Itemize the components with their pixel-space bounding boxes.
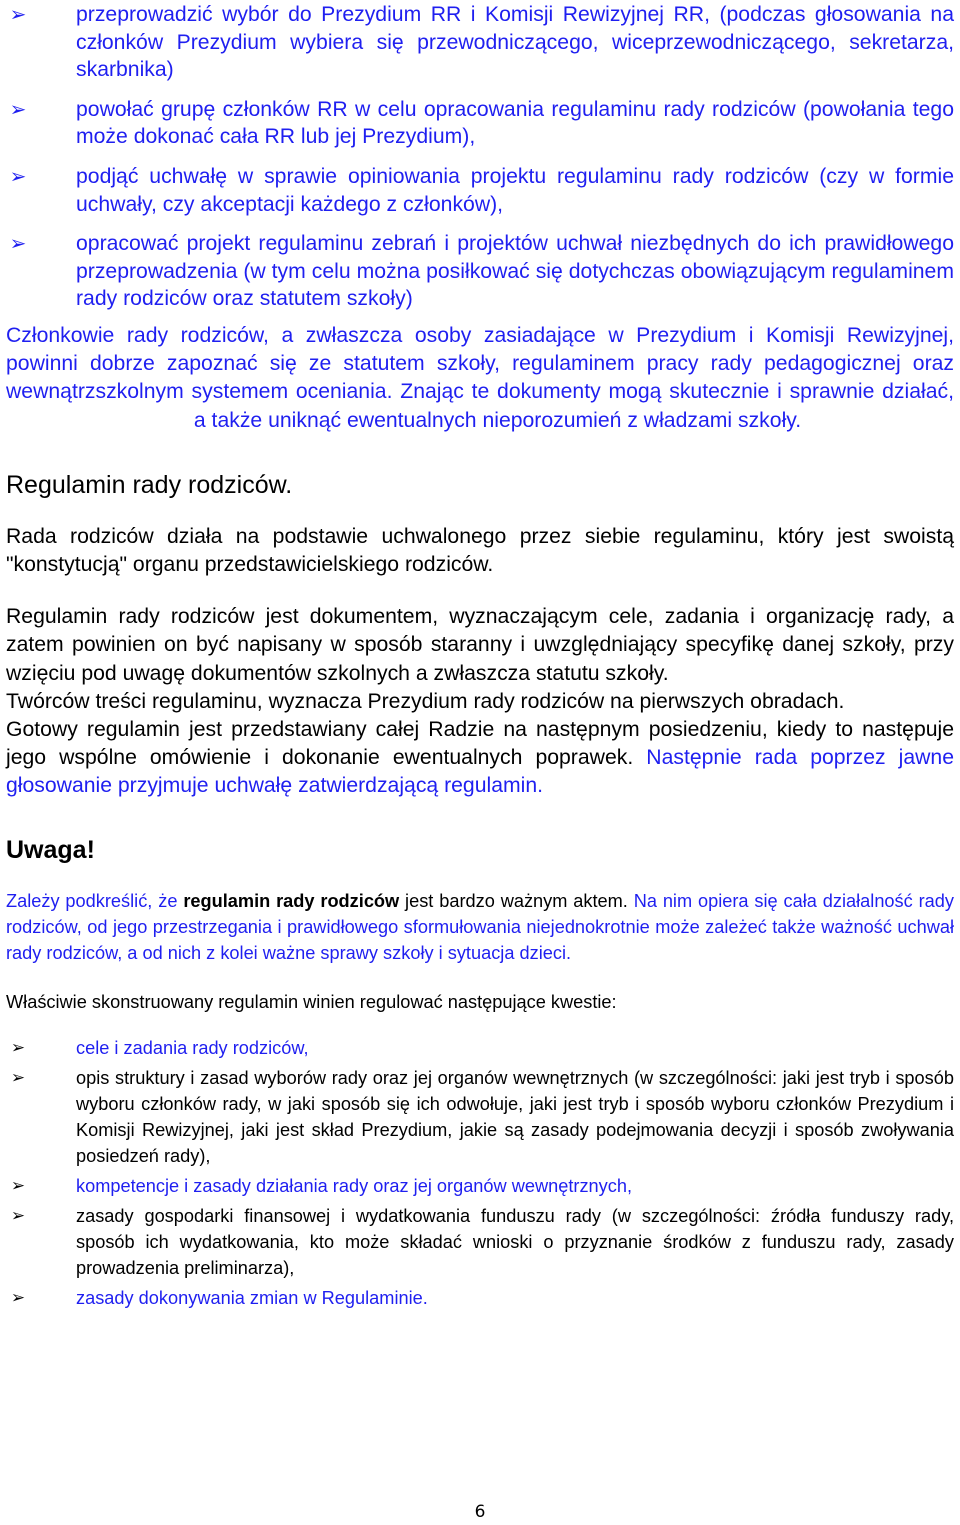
arrow-bullet-icon: ➢ [10,1287,26,1308]
list-item [6,96,954,151]
regulamin-text-1: Regulamin rady rodziców jest dokumentem, wyznaczającym cele, zadania i organizację rady, a zatem powinien on być napisany w sposób staranny i uwzględniający specyfikę danej szkoły, przy wzięciu pod uwagę dokumentów szkolnych a zwłaszcza statutu szkoły. [6,605,954,685]
list-item-text: cele i zadania rady rodziców, [76,1037,309,1058]
list-item [6,1173,954,1199]
list-item-text: zasady dokonywania zmian w Regulaminie. [76,1287,428,1308]
zalezy-rest: Na nim opiera się cała działalność rady rodziców, od jego przestrzegania i prawidłowego sformułowania niejednokrotnie może zależeć także ważność uchwał rady rodziców, a od nich z kolei ważne sprawy szkoły i sytuacja dzieci. [6,890,954,963]
zalezy-pre: Zależy podkreślić, że [6,890,184,911]
list-item-text: kompetencje i zasady działania rady oraz jej organów wewnętrznych, [76,1175,633,1196]
arrow-bullet-icon: ➢ [9,231,27,256]
zalezy-post: jest bardzo ważnym aktem. [399,890,628,911]
members-paragraph [6,322,954,435]
arrow-bullet-icon: ➢ [9,96,27,121]
regulamin-text-3: Gotowy regulamin jest przedstawiany całej Radzie na następnym posiedzeniu, kiedy to następuje jego wspólne omówienie i dokonanie ewentualnych poprawek. [6,717,954,770]
list-item [6,1035,954,1061]
page-number: 6 [474,1502,486,1522]
arrow-bullet-icon: ➢ [10,1067,26,1088]
list-item-text: powołać grupę członków RR w celu opracowania regulaminu rady rodziców (powołania tego może dokonać cała RR lub jej Prezydium), [76,97,954,149]
list-item-text: przeprowadzić wybór do Prezydium RR i Komisji Rewizyjnej RR, (podczas głosowania na członków Prezydium wybiera się przewodniczącego, wiceprzewodniczącego, sekretarza, skarbnika) [76,3,954,82]
regulamin-text-3-4 [6,716,954,801]
members-text-2a: Znając te dokumenty mogą skutecznie i sprawnie działać, [400,380,954,404]
list-item-text: podjąć uchwałę w sprawie opiniowania projektu regulaminu rady rodziców (czy w formie uchwały, czy akceptacji każdego z członków), [76,164,954,216]
arrow-bullet-icon: ➢ [9,163,27,188]
members-text-2b: a także uniknąć ewentualnych nieporozumień z władzami szkoły. [193,408,802,432]
document-page [6,0,954,1315]
arrow-bullet-icon: ➢ [10,1037,26,1058]
list-item [6,163,954,218]
wlasciwie-paragraph: Właściwie skonstruowany regulamin winien regulować następujące kwestie: [6,991,617,1012]
list-item-text: zasady gospodarki finansowej i wydatkowania funduszu rady (w szczególności: źródła funduszy rady, sposób ich wydatkowania, kto może składać wnioski o przyznanie środków z funduszu rady, zasady prowadzenia preliminarza), [76,1205,954,1278]
rada-paragraph: Rada rodziców działa na podstawie uchwalonego przez siebie regulaminu, który jest swoistą "konstytucją" organu przedstawicielskiego rodziców. [6,524,954,576]
list-item-text: opracować projekt regulaminu zebrań i projektów uchwał niezbędnych do ich prawidłowego przeprowadzenia (w tym celu można posiłkować się dotychczas obowiązującym regulaminem rady rodziców oraz statutem szkoły) [76,232,954,311]
kwestie-bullet-list [6,1035,954,1311]
list-item [6,1065,954,1169]
list-item-text: opis struktury i zasad wyborów rady oraz jej organów wewnętrznych (w szczególności: jaki jest tryb i sposób wyboru członków rady, w jaki sposób się ich odwołuje, jaki jest tryb i sposób wyboru członków Prezydium i Komisji Rewizyjnej, jaki jest skład Prezydium, jakie są zasady podejmowania decyzji i sposób zwoływania posiedzeń rady), [76,1067,954,1166]
regulamin-paragraph [6,603,954,800]
action-bullet-list [6,0,954,313]
uwaga-heading: Uwaga! [6,835,95,864]
zalezy-paragraph [6,888,954,966]
regulamin-heading: Regulamin rady rodziców. [6,470,293,499]
regulamin-text-2: Twórców treści regulaminu, wyznacza Prezydium rady rodziców na pierwszych obradach. [6,689,845,713]
list-item [6,1285,954,1311]
members-text-1: Członkowie rady rodziców, a zwłaszcza osoby zasiadające w Prezydium i Komisji Rewizyjnej, powinni dobrze zapoznać się ze statutem szkoły, regulaminem pracy rady pedagogicznej oraz wewnątrzszkolnym systemem oceniania. [6,323,954,404]
list-item [6,1,954,84]
arrow-bullet-icon: ➢ [10,1175,26,1196]
list-item [6,1203,954,1281]
list-item [6,230,954,313]
arrow-bullet-icon: ➢ [9,2,27,26]
arrow-bullet-icon: ➢ [10,1205,26,1226]
regulamin-text-4: Następnie rada poprzez jawne głosowanie przyjmuje uchwałę zatwierdzającą regulamin. [6,746,954,798]
zalezy-bold: regulamin rady rodziców [183,890,400,911]
